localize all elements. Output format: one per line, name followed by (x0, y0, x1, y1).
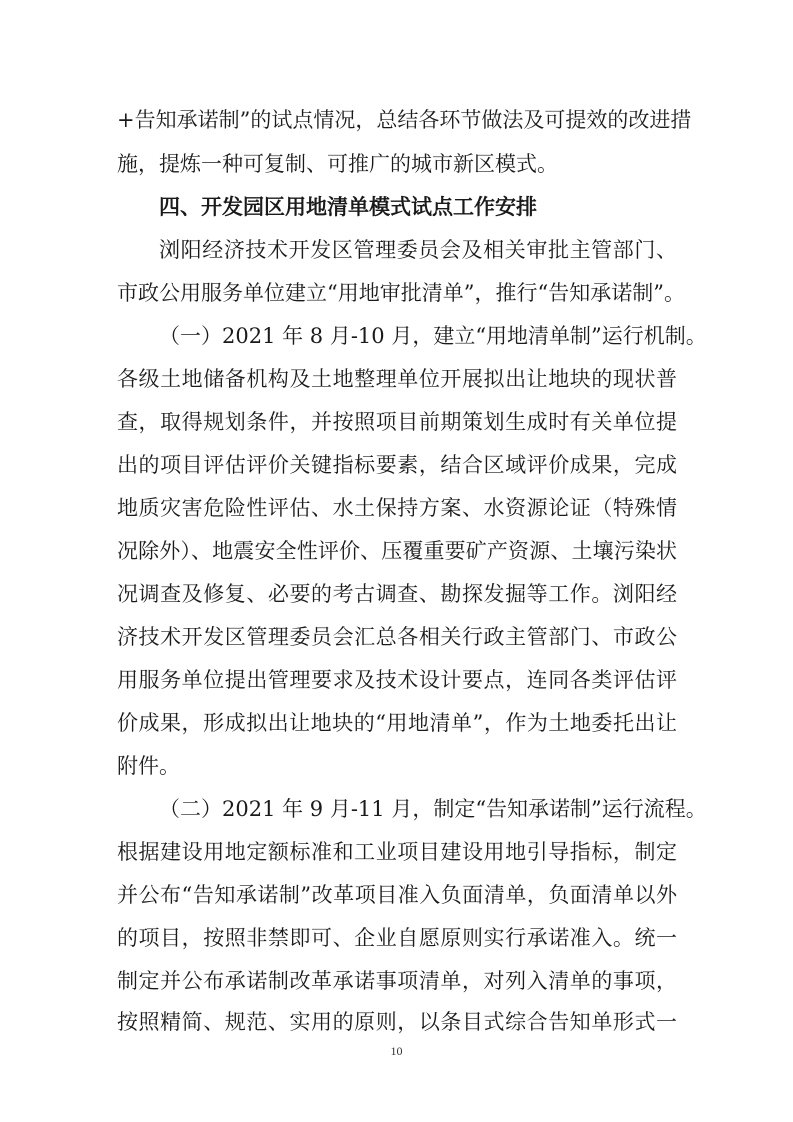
body-line-3: 浏阳经济技术开发区管理委员会及相关审批主管部门、 (159, 238, 677, 262)
body-line-18: 制定并公布承诺制改革承诺事项清单，对列入清单的事项， (117, 969, 677, 993)
body-line-13: 价成果，形成拟出让地块的“用地清单”，作为土地委托出让 (117, 711, 677, 735)
section-heading: 四、开发园区用地清单模式试点工作安排 (159, 195, 537, 219)
body-line-17: 的项目，按照非禁即可、企业自愿原则实行承诺准入。统一 (117, 926, 677, 950)
body-line-16: 并公布“告知承诺制”改革项目准入负面清单，负面清单以外 (117, 883, 677, 907)
body-line-8: 地质灾害危险性评估、水土保持方案、水资源论证（特殊情 (117, 496, 677, 520)
body-line-9: 况除外）、地震安全性评价、压覆重要矿产资源、土壤污染状 (117, 539, 677, 563)
body-line-10: 况调查及修复、必要的考古调查、勘探发掘等工作。浏阳经 (117, 582, 677, 606)
body-line-2: 施，提炼一种可复制、可推广的城市新区模式。 (117, 152, 558, 176)
body-line-12: 用服务单位提出管理要求及技术设计要点，连同各类评估评 (117, 668, 677, 692)
body-line-15: 根据建设用地定额标准和工业项目建设用地引导指标，制定 (117, 840, 677, 864)
body-line-7: 出的项目评估评价关键指标要素，结合区域评价成果，完成 (117, 453, 677, 477)
body-line-11: 济技术开发区管理委员会汇总各相关行政主管部门、市政公 (117, 625, 677, 649)
body-line-5: 各级土地储备机构及土地整理单位开展拟出让地块的现状普 (117, 367, 677, 391)
body-line-6: 查，取得规划条件，并按照项目前期策划生成时有关单位提 (117, 410, 677, 434)
body-line-1: +告知承诺制”的试点情况，总结各环节做法及可提效的改进措 (117, 108, 692, 132)
subsection-1-title: （一）2021 年 8 月-10 月，建立“用地清单制”运行机制。 (159, 324, 707, 348)
page-number: 10 (390, 1044, 403, 1058)
subsection-2-title: （二）2021 年 9 月-11 月，制定“告知承诺制”运行流程。 (159, 797, 707, 821)
body-line-19: 按照精简、规范、实用的原则，以条目式综合告知单形式一 (117, 1010, 677, 1034)
body-line-4: 市政公用服务单位建立“用地审批清单”，推行“告知承诺制”。 (117, 281, 685, 305)
body-line-14: 附件。 (117, 754, 180, 778)
